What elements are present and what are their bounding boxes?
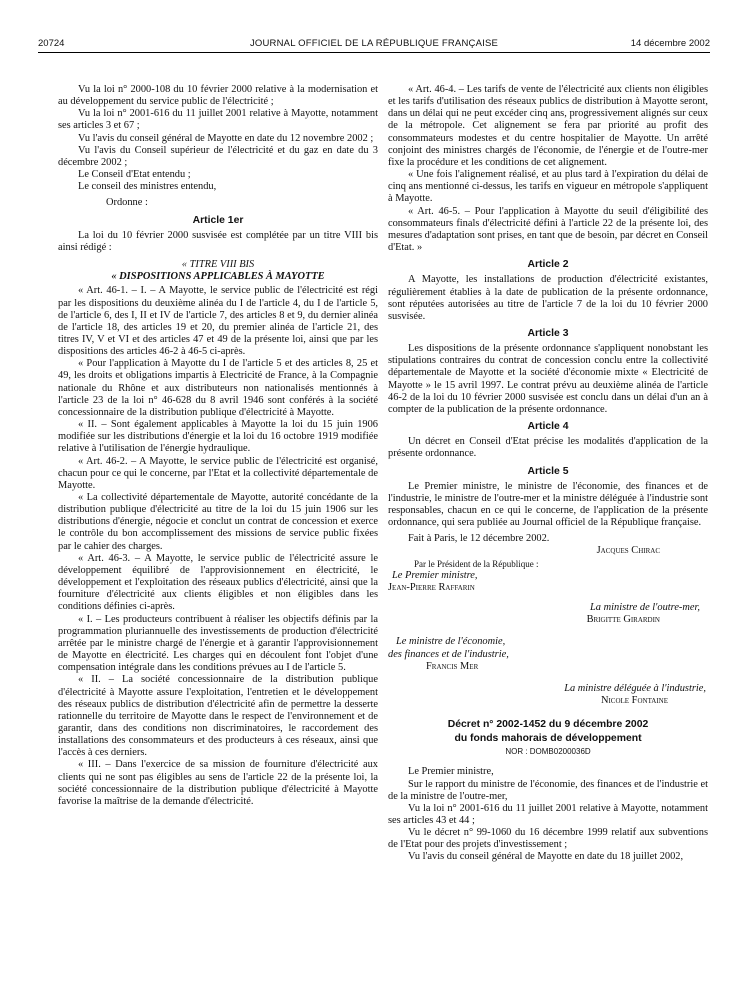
article-1-intro: La loi du 10 février 2000 susvisée est complétée par un titre VIII bis ainsi rédigé : bbox=[58, 229, 378, 253]
nor-reference: NOR : DOMB0200036D bbox=[505, 747, 591, 757]
article-4-text: Un décret en Conseil d'Etat précise les modalités d'application de la présente ordonnance. bbox=[388, 436, 708, 460]
paragraph: « Art. 46-3. – A Mayotte, le service public de l'électricité assure le développement équilibré de l'approvisionnement en électricité, le développement et l'exploitation des réseaux publics d'électricité, ainsi que la fourniture d'électricité aux clients éligibles et non éligibles dans les conditions définies ci-après. bbox=[58, 552, 378, 613]
outremer-title: La ministre de l'outre-mer, bbox=[590, 602, 700, 614]
paragraph: « Art. 46-5. – Pour l'application à Mayotte du seuil d'éligibilité des consommateurs finals d'électricité défini à l'article 22 de la présente loi, des mesures d'adaptation sont prises, en tant que de besoin, par décret en Conseil d'Etat. » bbox=[388, 205, 708, 254]
economie-title-1: Le ministre de l'économie, bbox=[396, 636, 506, 648]
paragraph: « Art. 46-2. – A Mayotte, le service public de l'électricité est organisé, chacun pour ce qui le concerne, par l'Etat et la collectivité départementale de Mayotte. bbox=[58, 455, 378, 491]
visa: Le Conseil d'Etat entendu ; bbox=[78, 169, 191, 181]
publication-date: 14 décembre 2002 bbox=[630, 38, 710, 49]
decret-paragraph: Le Premier ministre, bbox=[408, 766, 494, 778]
article-1-heading: Article 1er bbox=[192, 214, 244, 226]
right-column bbox=[388, 84, 708, 864]
article-3-heading: Article 3 bbox=[527, 327, 569, 339]
pm-name: Jean-Pierre Raffarin bbox=[388, 581, 475, 593]
article-5-text: Le Premier ministre, le ministre de l'économie, des finances et de l'industrie, le ministre de l'outre-mer et la ministre déléguée à l'industrie sont responsables, chacun en ce qui le concerne, de l'application de la présente ordonnance, qui sera publiée au Journal officiel de la République française. bbox=[388, 480, 708, 529]
page-header bbox=[38, 36, 710, 53]
article-4-heading: Article 4 bbox=[527, 421, 569, 433]
left-column bbox=[58, 84, 378, 808]
article-5-heading: Article 5 bbox=[527, 465, 569, 477]
journal-title: JOURNAL OFFICIEL DE LA RÉPUBLIQUE FRANÇAISE bbox=[249, 38, 499, 49]
visa: Le conseil des ministres entendu, bbox=[78, 181, 217, 193]
article-2-heading: Article 2 bbox=[527, 259, 569, 271]
paragraph: « La collectivité départementale de Mayotte, autorité concédante de la distribution publique d'électricité au titre de la loi du 15 juin 1906 sur les distributions d'énergie, négocie et conclut un contrat de concession et exerce le contrôle du bon accomplissement des missions de service public fixées par le cahier des charges. bbox=[58, 492, 378, 552]
decret-paragraph: Vu le décret n° 99-1060 du 16 décembre 1999 relatif aux subventions de l'Etat pour des projets d'investissement ; bbox=[388, 827, 708, 851]
par-le-president: Par le Président de la République : bbox=[414, 558, 539, 569]
outremer-name: Brigitte Girardin bbox=[586, 614, 660, 626]
visa: Vu l'avis du conseil général de Mayotte en date du 12 novembre 2002 ; bbox=[78, 132, 374, 144]
industrie-title: La ministre déléguée à l'industrie, bbox=[564, 682, 706, 694]
paragraph: « II. – La société concessionnaire de la distribution publique d'électricité à Mayotte assure l'exploitation, l'entretien et le développement des réseaux publics de distribution d'électricité afin de permettre la desserte rationnelle du territoire de Mayotte dans le respect de l'environnement et de garantir, dans des conditions non discriminatoires, le raccordement des installations des consommateurs et des producteurs à ces réseaux, ainsi que l'accès à ces derniers. bbox=[58, 674, 378, 759]
paragraph: « Une fois l'alignement réalisé, et au plus tard à l'expiration du délai de cinq ans mentionné ci-dessus, les tarifs en vigueur en métropole s'appliquent à Mayotte. bbox=[388, 169, 708, 205]
paragraph: « Art. 46-4. – Les tarifs de vente de l'électricité aux clients non éligibles et les tarifs d'utilisation des réseaux publics de distribution à Mayotte seront, dans un délai qui ne peut excéder cinq ans, progressivement alignés sur ceux de la métropole. Cet alignement se fera par priorité au profit des consommateurs modestes et du centre hospitalier de Mayotte. Un arrêté conjoint des ministres chargés de l'économie, de l'énergie et de l'outre-mer fixe la procédure et les conditions de cet alignement. bbox=[388, 84, 708, 168]
industrie-name: Nicole Fontaine bbox=[600, 695, 668, 707]
dispositions-heading: « DISPOSITIONS APPLICABLES À MAYOTTE bbox=[111, 271, 325, 283]
ordonne-label: Ordonne : bbox=[106, 197, 148, 209]
decret-paragraph: Vu l'avis du conseil général de Mayotte en date du 18 juillet 2002, bbox=[408, 851, 684, 863]
paragraph: « Pour l'application à Mayotte du I de l'article 5 et des articles 8, 25 et 49, les droits et obligations impartis à Electricité de France, à la Compagnie nationale du Rhône et aux distributeurs non nationalisés mentionnés à l'article 23 de la loi n° 46-628 du 8 avril 1946 sont conférés à la société concessionnaire de la distribution publique d'électricité à Mayotte. bbox=[58, 358, 378, 418]
article-2-text: A Mayotte, les installations de production d'électricité existantes, régulièrement établies à la date de publication de la présente ordonnance, sont réputées autorisées au titre de l'article 7 de la loi du 10 février 2000 susvisée. bbox=[388, 274, 708, 322]
visa: Vu la loi n° 2001-616 du 11 juillet 2001 relative à Mayotte, notamment ses articles 3 et 67 ; bbox=[58, 108, 378, 132]
president-name: Jacques Chirac bbox=[596, 545, 660, 557]
fait-a-paris: Fait à Paris, le 12 décembre 2002. bbox=[408, 533, 550, 545]
paragraph: « III. – Dans l'exercice de sa mission de fourniture d'électricité aux clients qui ne sont pas éligibles au sens de l'article 22 de la présente loi, la société concessionnaire de la distribution publique d'électricité à Mayotte favorise la maîtrise de la demande d'électricité. bbox=[58, 759, 378, 807]
page-number: 20724 bbox=[38, 38, 65, 49]
decret-paragraph: Vu la loi n° 2001-616 du 11 juillet 2001 relative à Mayotte, notamment ses articles 43 et 44 ; bbox=[388, 802, 708, 826]
pm-title: Le Premier ministre, bbox=[392, 569, 478, 581]
article-3-text: Les dispositions de la présente ordonnance s'appliquent nonobstant les stipulations contraires du contrat de concession conclu entre la collectivité départementale de Mayotte et la société d'économie mixte « Electricité de Mayotte » le 15 avril 1997. Le contrat prévu au deuxième alinéa de l'article 46-2 de la loi du 10 février 2000 susvisée est conclu dans un délai d'un an à compter de la publication de la présente ordonnance. bbox=[388, 343, 708, 415]
paragraph: « I. – Les producteurs contribuent à réaliser les objectifs définis par la programmation pluriannuelle des investissements de production d'électricité arrêtée par le ministre chargé de l'énergie et à garantir l'approvisionnement de Mayotte en électricité. Les charges qui en découlent font l'objet d'une compensation intégrale dans les conditions prévues au I de l'article 5. bbox=[58, 613, 378, 674]
economie-name: Francis Mer bbox=[426, 660, 479, 672]
titre-heading: « TITRE VIII BIS bbox=[181, 259, 255, 271]
decret-paragraph: Sur le rapport du ministre de l'économie, des finances et de l'industrie et de la ministre de l'outre-mer, bbox=[388, 778, 708, 802]
visa: Vu l'avis du Conseil supérieur de l'électricité et du gaz en date du 3 décembre 2002 ; bbox=[58, 144, 378, 168]
decret-title-line-2: du fonds mahorais de développement bbox=[454, 732, 642, 744]
paragraph: « Art. 46-1. – I. – A Mayotte, le service public de l'électricité est régi par les dispositions du deuxième alinéa du I de l'article 4, du I de l'article 5, de l'article 6, des I, II et IV de l'article 7, des articles 8 et 9, du dernier alinéa de l'article 18, des articles 19 et 20, du premier alinéa de l'article 21, des titres IV, V et VI et des articles 47 et 49 de la présente loi, ainsi que par les dispositions des articles 46-2 à 46-5 ci-après. bbox=[58, 285, 378, 358]
paragraph: « II. – Sont également applicables à Mayotte la loi du 15 juin 1906 modifiée sur les distributions d'énergie et la loi du 16 octobre 1919 modifiée relative à l'utilisation de l'énergie hydraulique. bbox=[58, 419, 378, 455]
visa: Vu la loi n° 2000-108 du 10 février 2000 relative à la modernisation et au développement du service public de l'électricité ; bbox=[58, 84, 378, 108]
decret-title-line-1: Décret n° 2002-1452 du 9 décembre 2002 bbox=[447, 719, 649, 731]
economie-title-2: des finances et de l'industrie, bbox=[388, 648, 509, 660]
